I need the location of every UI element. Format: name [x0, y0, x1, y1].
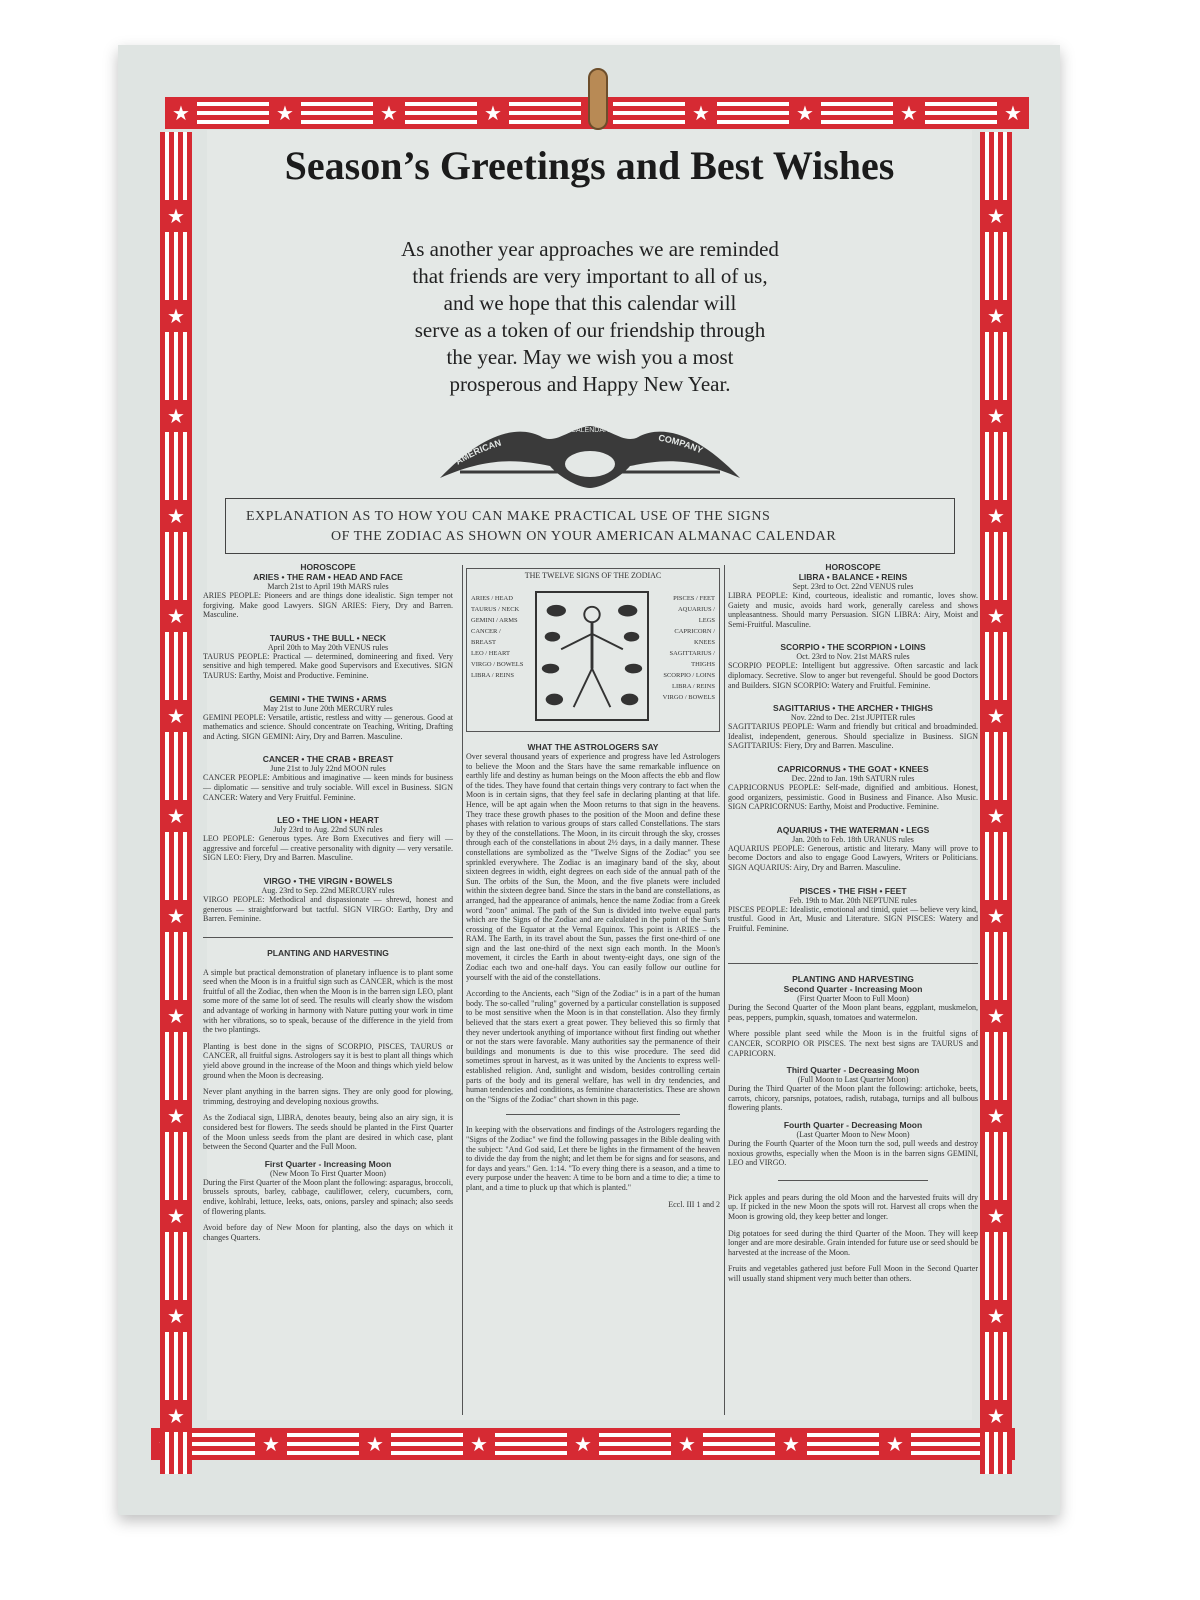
zodiac-label: CANCER / BREAST: [471, 628, 501, 646]
sign-heading: LEO • THE LION • HEART: [277, 815, 379, 826]
sign-block: [203, 876, 453, 924]
stripes: [980, 532, 1012, 600]
zodiac-right-labels: [661, 593, 715, 703]
star-icon: ★: [160, 700, 192, 732]
star-icon: ★: [160, 300, 192, 332]
sign-block: [728, 572, 978, 629]
sign-block: [728, 764, 978, 812]
stripes: [980, 1232, 1012, 1300]
stripes: [160, 132, 192, 200]
stripes: [599, 1428, 671, 1460]
divider: [728, 963, 978, 964]
explanation-box: [225, 498, 955, 554]
fourth-quarter-text: During the Fourth Quarter of the Moon turn the sod, pull weeds and destroy noxious growths, especially when the Moon is in the barren signs GEMINI, LEO and VIRGO.: [728, 1139, 978, 1168]
stripes: [183, 1428, 255, 1460]
sign-dates: Jan. 20th to Feb. 18th URANUS rules: [792, 834, 914, 844]
page-title: Season’s Greetings and Best Wishes: [284, 143, 895, 188]
astrologers-paragraph: In keeping with the observations and findings of the Astrologers regarding the "Signs of the Zodiac" we find the following passages in the Bible dealing with the subject: "And God said, Let there be lights in the firmament of the heaven to divide the day from the night; and let them be for signs and for seasons, and for days and years." Gen. 1:14. "To every thing there is a season, and a time to every purpose under the heaven: A time to be born and a time to die; a time to plant, and a time to pluck up that which is planted.": [466, 1125, 720, 1192]
stripes: [287, 1428, 359, 1460]
stripes: [980, 132, 1012, 200]
planting-paragraph: Never plant anything in the barren signs. They are only good for plowing, trimming, destroying and developing noxious growths.: [203, 1087, 453, 1106]
second-quarter-sub: (First Quarter Moon to Full Moon): [797, 994, 909, 1004]
stripes: [980, 832, 1012, 900]
star-icon: ★: [567, 1428, 599, 1460]
zodiac-label: LEO / HEART: [471, 650, 510, 657]
divider: [506, 1114, 680, 1115]
middle-column: [466, 562, 720, 1209]
zodiac-label: SAGITTARIUS / THIGHS: [669, 650, 715, 668]
sign-heading: CAPRICORNUS • THE GOAT • KNEES: [777, 763, 929, 774]
sign-text: AQUARIUS PEOPLE: Generous, artistic and literary. Many will prove to become Doctors and also to engage Good Lawyers, Writers or Politicians. SIGN AQUARIUS: Airy, Dry and Barren. Masculine.: [728, 843, 978, 872]
horoscope-heading: HOROSCOPE: [300, 562, 356, 572]
sign-heading: AQUARIUS • THE WATERMAN • LEGS: [776, 824, 930, 835]
zodiac-label: VIRGO / BOWELS: [471, 661, 524, 668]
border-left: [160, 132, 192, 1474]
divider: [778, 1180, 928, 1181]
stripes: [717, 97, 789, 129]
stripes: [980, 932, 1012, 1000]
stripes: [160, 532, 192, 600]
zodiac-label: SCORPIO / LOINS: [663, 672, 715, 679]
star-icon: ★: [160, 500, 192, 532]
divider: [203, 937, 453, 938]
sign-block: [203, 815, 453, 863]
right-column: [728, 562, 978, 1291]
stripes: [509, 97, 581, 129]
emblem-text-right: COMPANY: [657, 432, 705, 456]
column-divider: [724, 565, 725, 1415]
star-icon: ★: [789, 97, 821, 129]
star-icon: ★: [685, 97, 717, 129]
star-icon: ★: [269, 97, 301, 129]
sign-text: LIBRA PEOPLE: Kind, courteous, idealistic and romantic, loves show. Gaiety and music, avoids hard work, generally careless and shows unpleasantness. Should marry Persuasion. SIGN LIBRA: Airy, Moist and Semi-Fruitful. Masculine.: [728, 591, 978, 629]
zodiac-label: LIBRA / REINS: [672, 683, 715, 690]
greeting-message: [330, 236, 850, 398]
star-icon: ★: [160, 400, 192, 432]
sign-text: GEMINI PEOPLE: Versatile, artistic, restless and witty — generous. Good at mathematics and science. Should concentrate on Teaching, Writing, Drafting and Acting. SIGN GEMINI: Airy, Dry and Barren. Masculine.: [203, 712, 453, 741]
sign-block: [203, 694, 453, 742]
sign-heading: PISCES • THE FISH • FEET: [799, 885, 907, 896]
sign-block: [203, 754, 453, 802]
stripes: [980, 232, 1012, 300]
sign-dates: Nov. 22nd to Dec. 21st JUPITER rules: [790, 713, 916, 723]
sign-dates: March 21st to April 19th MARS rules: [267, 582, 389, 591]
fourth-quarter-heading: Fourth Quarter - Decreasing Moon: [783, 1120, 923, 1131]
third-quarter-heading: Third Quarter - Decreasing Moon: [786, 1065, 920, 1076]
first-quarter-note: Avoid before day of New Moon for planting, also the days on which it changes Quarters.: [203, 1223, 453, 1242]
star-icon: ★: [165, 97, 197, 129]
star-icon: ★: [463, 1428, 495, 1460]
greeting-line: and we hope that this calendar will: [443, 291, 737, 315]
stripes: [160, 932, 192, 1000]
stripes: [160, 1432, 192, 1474]
horoscope-heading: HOROSCOPE: [825, 562, 881, 572]
sign-dates: Dec. 22nd to Jan. 19th SATURN rules: [791, 773, 915, 783]
sign-heading: TAURUS • THE BULL • NECK: [269, 632, 387, 643]
star-icon: ★: [255, 1428, 287, 1460]
stripes: [405, 97, 477, 129]
zodiac-label: CAPRICORN / KNEES: [674, 628, 715, 646]
star-icon: ★: [359, 1428, 391, 1460]
stripes: [821, 97, 893, 129]
zodiac-left-labels: [471, 593, 525, 681]
sign-block: [203, 633, 453, 681]
greeting-line: the year. May we wish you a most: [446, 345, 734, 369]
star-icon: ★: [980, 700, 1012, 732]
border-right: [980, 132, 1012, 1474]
zodiac-label: GEMINI / ARMS: [471, 617, 518, 624]
star-icon: ★: [879, 1428, 911, 1460]
greeting-line: that friends are very important to all of us,: [412, 264, 768, 288]
third-quarter-text: During the Third Quarter of the Moon plant the following: artichoke, beets, carrots, chicory, parsnips, potatoes, radish, rutabaga, turnips and all bulbous flowering plants.: [728, 1084, 978, 1113]
sign-text: PISCES PEOPLE: Idealistic, emotional and timid, quiet — believe very kind, trustful. Good in Art, Music and Literature. SIGN PISCES: Watery and Fruitful. Feminine.: [728, 904, 978, 933]
stripes: [391, 1428, 463, 1460]
first-quarter-text: During the First Quarter of the Moon plant the following: asparagus, broccoli, brussels sprouts, barley, cabbage, cauliflower, celery, cucumbers, corn, endive, kohlrabi, lettuce, leeks, oats, onions, parsley and spinach; also seeds of flowering plants.: [203, 1177, 453, 1216]
stripes: [160, 1332, 192, 1400]
planting-heading: PLANTING AND HARVESTING: [792, 974, 914, 985]
star-icon: ★: [980, 1300, 1012, 1332]
stripes: [160, 632, 192, 700]
sign-heading: SAGITTARIUS • THE ARCHER • THIGHS: [773, 703, 933, 714]
star-icon: ★: [775, 1428, 807, 1460]
sign-text: LEO PEOPLE: Generous types. Are Born Executives and fiery will — aggressive and forceful — creative personality with dignity — very versatile. SIGN LEO: Fiery, Dry and Barren. Masculine.: [203, 834, 453, 863]
sign-text: SCORPIO PEOPLE: Intelligent but aggressive. Often sarcastic and lack diplomacy. Secretive. Slow to anger but revengeful. Should be good Doctors and Builders. SIGN SCORPIO: Watery and Fruitful. Feminine.: [728, 661, 978, 690]
closing-paragraph: Dig potatoes for seed during the third Quarter of the Moon. They will keep longer and are more desirable. Grain intended for future use or seed should be harvested at the increase of the Moon.: [728, 1228, 978, 1257]
sign-text: VIRGO PEOPLE: Methodical and dispassionate — shrewd, honest and generous — straightforward but tactful. SIGN VIRGO: Earthy, Dry and Barren. Feminine.: [203, 894, 453, 924]
sign-text: CANCER PEOPLE: Ambitious and imaginative — keen minds for business — diplomatic — sensitive and truly sociable. Will excel in Business. SIGN CANCER: Watery and Very Fruitful. Feminine.: [203, 773, 453, 802]
stripes: [160, 732, 192, 800]
planting-heading: PLANTING AND HARVESTING: [267, 947, 389, 958]
stripes: [925, 97, 997, 129]
stripes: [160, 1032, 192, 1100]
zodiac-chart: [466, 568, 720, 732]
stripes: [197, 97, 269, 129]
sign-dates: July 23rd to Aug. 22nd SUN rules: [273, 825, 383, 835]
left-column: [203, 562, 453, 1249]
astrologers-paragraph: According to the Ancients, each "Sign of the Zodiac" is in a part of the human body. The so-called "ruling" governed by a particular constellation is supposed to be most sensitive when the Moon is in that constellation. Also they firmly believed that the stars exert a great power. They believed this so firmly that they never undertook anything of importance without first finding out whether or not the stars were favorable. Many authorities say the permanence of their buildings and monuments is due to this wise procedure. The seed did sometimes sprout in harvest, as it was united by the Ancients to express well-established religion. And, sunlight and wisdom, besides controlling certain parts of the body and its general welfare, has well in dry tendencies, and human tendencies and conditions, as feminine characteristics. These are shown on the "Signs of the Zodiac" chart shown in this page.: [466, 989, 720, 1104]
star-icon: ★: [980, 1000, 1012, 1032]
closing-paragraph: Pick apples and pears during the old Moon and the harvested fruits will dry up. If picked in the new Moon the spots will rot. Harvest all crops when the Moon is growing old, they keep better and longer.: [728, 1192, 978, 1221]
star-icon: ★: [160, 1100, 192, 1132]
sign-heading: SCORPIO • THE SCORPION • LOINS: [780, 642, 926, 653]
sign-block: [728, 642, 978, 690]
explanation-line-1: EXPLANATION AS TO HOW YOU CAN MAKE PRACTICAL USE OF THE SIGNS: [246, 509, 771, 524]
star-icon: ★: [893, 97, 925, 129]
star-icon: ★: [980, 1200, 1012, 1232]
zodiac-label: VIRGO / BOWELS: [662, 694, 715, 701]
emblem-text-center: CALENDAR: [570, 427, 610, 434]
zodiac-man-icon: [535, 591, 649, 721]
star-icon: ★: [477, 97, 509, 129]
star-icon: ★: [980, 300, 1012, 332]
stripes: [160, 832, 192, 900]
sign-block: [728, 825, 978, 873]
first-quarter-sub: (New Moon To First Quarter Moon): [270, 1168, 386, 1178]
sign-dates: April 20th to May 20th VENUS rules: [267, 642, 389, 652]
star-icon: ★: [160, 1400, 192, 1432]
sign-block: [728, 886, 978, 934]
zodiac-label: ARIES / HEAD: [471, 595, 513, 602]
star-icon: ★: [373, 97, 405, 129]
zodiac-label: TAURUS / NECK: [471, 606, 520, 613]
sign-text: TAURUS PEOPLE: Practical — determined, domineering and fixed. Very sensitive and high tempered. Make good Supervisors and Executives. SIGN TAURUS: Earthy, Moist and Productive. Feminine.: [203, 651, 453, 680]
star-icon: ★: [160, 200, 192, 232]
sign-heading: VIRGO • THE VIRGIN • BOWELS: [263, 875, 393, 886]
stripes: [495, 1428, 567, 1460]
sign-dates: Oct. 23rd to Nov. 21st MARS rules: [796, 652, 910, 662]
stripes: [980, 632, 1012, 700]
stripes: [160, 1132, 192, 1200]
third-quarter-sub: (Full Moon to Last Quarter Moon): [797, 1075, 909, 1085]
stripes: [980, 432, 1012, 500]
sign-dates: June 21st to July 22nd MOON rules: [270, 764, 386, 774]
star-icon: ★: [980, 600, 1012, 632]
stripes: [980, 1132, 1012, 1200]
planting-paragraph: A simple but practical demonstration of planetary influence is to plant some seed when the Moon is in a fruitful sign such as CANCER, which is the most fruitful of all the Zodiac, then when the Moon is in the barren sign LEO, plant some more of the same lot of seed. The results will clearly show the wisdom and advantage of working in harmony with Nature putting your work in time with her vibrations, so to speak, because of the difference in the yield from the two plantings.: [203, 967, 453, 1035]
star-icon: ★: [980, 200, 1012, 232]
fourth-quarter-sub: (Last Quarter Moon to New Moon): [796, 1130, 910, 1140]
eagle-icon: [420, 416, 760, 494]
stripes: [980, 332, 1012, 400]
sign-block: [203, 572, 453, 620]
stripes: [807, 1428, 879, 1460]
sign-heading: ARIES • THE RAM • HEAD AND FACE: [253, 572, 403, 582]
stripes: [160, 232, 192, 300]
star-icon: ★: [980, 1400, 1012, 1432]
stripes: [980, 1332, 1012, 1400]
sign-dates: Aug. 23rd to Sep. 22nd MERCURY rules: [261, 885, 395, 895]
sign-dates: Feb. 19th to Mar. 20th NEPTUNE rules: [789, 895, 917, 905]
star-icon: ★: [671, 1428, 703, 1460]
sign-heading: GEMINI • THE TWINS • ARMS: [269, 693, 387, 704]
star-icon: ★: [980, 1100, 1012, 1132]
sign-block: [728, 703, 978, 751]
greeting-line: As another year approaches we are reminded: [401, 237, 779, 261]
star-icon: ★: [160, 1200, 192, 1232]
stripes: [160, 432, 192, 500]
sign-text: SAGITTARIUS PEOPLE: Warm and friendly but critical and broadminded. Idealist, independent, generous. Should specialize in Business. SIGN SAGITTARIUS: Fiery, Dry and Barren. Masculine.: [728, 722, 978, 751]
stripes: [980, 1432, 1012, 1474]
sign-dates: Sept. 23rd to Oct. 22nd VENUS rules: [792, 582, 914, 591]
citation: Eccl. III 1 and 2: [668, 1199, 720, 1209]
first-quarter-heading: First Quarter - Increasing Moon: [264, 1158, 392, 1169]
zodiac-label: AQUARIUS / LEGS: [677, 606, 715, 624]
stripes: [911, 1428, 983, 1460]
astrologers-heading: WHAT THE ASTROLOGERS SAY: [527, 742, 659, 752]
star-icon: ★: [160, 1000, 192, 1032]
sign-text: CAPRICORNUS PEOPLE: Self-made, dignified and ambitious. Honest, good organizers, pessimistic. Good in Business and Finance. Also Music. SIGN CAPRICORNUS: Earthy, Moist and Productive. Feminine.: [728, 782, 978, 812]
astrologers-paragraph: Over several thousand years of experience and progress have led Astrologers to believe the Moon and the Stars have the same remarkable influence on earthly life and destiny as human beings on the Moon affects the ebb and flow of the tides. They have found that certain things very contrary to fact when the Moon is in certain signs, that they feel safe in declaring planting at that life. Hence, will be apt again when the Moon returns to that sign in the heavens. They trace these growth phases to the position of the Moon and define these phases with relation to various groups of stars called Constellations. The stars by they of the constellations. The Moon, in its circuit through the sky, crosses through each of the constellations in about 2½ days, in a daily manner. These constellations are symbolized as the "Twelve Signs of the Zodiac" you see sprinkled everywhere. The Zodiac is an imaginary band of the sky, about sixteen degrees in width, eight degrees on each side of the annual path of the Sun. The orbits of the Sun, the Moon, and the five planets were included within the sixteen degree band. Since the stars in the band are constellations, as arranged, had the appearance of animals, hence the name Zodiac from a Greek word "zoon" animal. The path of the Sun is divided into twelve equal parts which are the Signs of the Zodiac and are calculated in the point of the Sun's crossing of the Equator at the Vernal Equinox. This point is ARIES – the RAM. The Earth, in its travel about the Sun, passes the first one-third of one sign and the last one-third of the next sign each month. In the Moon's movement, it circles the Earth in about twenty-eight days, one sign of the Zodiac each two and one-half days. You can easily follow our outline for yourself with the aid of the constellations.: [466, 752, 720, 982]
star-icon: ★: [160, 800, 192, 832]
greeting-line: prosperous and Happy New Year.: [449, 372, 731, 396]
star-icon: ★: [980, 500, 1012, 532]
star-icon: ★: [160, 600, 192, 632]
second-quarter-text: During the Second Quarter of the Moon plant beans, eggplant, muskmelon, peas, peppers, pumpkin, squash, tomatoes and watermelon.: [728, 1003, 978, 1022]
stripes: [160, 1232, 192, 1300]
column-divider: [462, 565, 463, 1415]
star-icon: ★: [160, 900, 192, 932]
second-quarter-note: Where possible plant seed while the Moon is in the fruitful signs of CANCER, SCORPIO OR PISCES. The next best signs are TAURUS and CAPRICORN.: [728, 1029, 978, 1058]
star-icon: ★: [997, 97, 1029, 129]
sign-heading: LIBRA • BALANCE • REINS: [798, 572, 908, 582]
sign-heading: CANCER • THE CRAB • BREAST: [262, 754, 394, 765]
zodiac-chart-title: THE TWELVE SIGNS OF THE ZODIAC: [524, 571, 662, 580]
zodiac-label: PISCES / FEET: [673, 595, 715, 602]
stripes: [301, 97, 373, 129]
second-quarter-heading: Second Quarter - Increasing Moon: [783, 984, 923, 995]
zodiac-label: LIBRA / REINS: [471, 672, 514, 679]
emblem-text-left: AMERICAN: [453, 437, 503, 467]
stripes: [980, 1032, 1012, 1100]
stripes: [703, 1428, 775, 1460]
sign-dates: May 21st to June 20th MERCURY rules: [263, 703, 393, 713]
border-bottom: [151, 1428, 1015, 1460]
stripes: [613, 97, 685, 129]
sign-text: ARIES PEOPLE: Pioneers and are things done idealistic. Sign temper not forgiving. Make good Lawyers. SIGN ARIES: Fiery, Dry and Barren. Masculine.: [203, 591, 453, 620]
planting-paragraph: Planting is best done in the signs of SCORPIO, PISCES, TAURUS or CANCER, all fruitful signs. Astrologers say it is best to plant all things which yield above ground in the increase of the Moon and things which yield below ground when the Moon is decreasing.: [203, 1041, 453, 1080]
planting-paragraph: As the Zodiacal sign, LIBRA, denotes beauty, being also an airy sign, it is considered best for flowers. The seeds should be planted in the First Quarter of the Moon unless seeds from the plant are desired in which case, plant between the Second Quarter and the Full Moon.: [203, 1113, 453, 1152]
closing-paragraph: Fruits and vegetables gathered just before Full Moon in the Second Quarter will usually stand shipment very much better than others.: [728, 1264, 978, 1283]
star-icon: ★: [980, 800, 1012, 832]
star-icon: ★: [980, 900, 1012, 932]
stripes: [980, 732, 1012, 800]
stripes: [160, 332, 192, 400]
greeting-line: serve as a token of our friendship through: [414, 318, 766, 342]
star-icon: ★: [980, 400, 1012, 432]
hanging-slot: [588, 68, 608, 130]
explanation-line-2: OF THE ZODIAC AS SHOWN ON YOUR AMERICAN ALMANAC CALENDAR: [331, 529, 837, 544]
star-icon: ★: [160, 1300, 192, 1332]
